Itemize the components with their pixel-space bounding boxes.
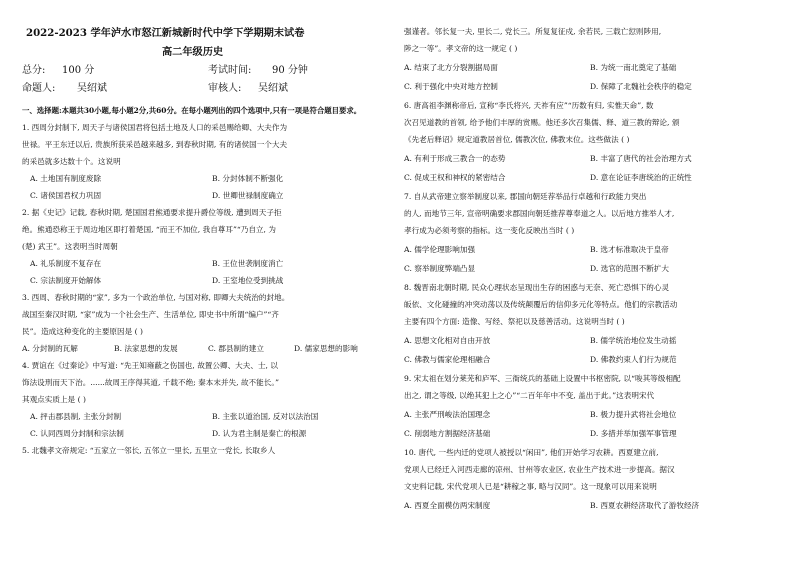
question-9-line-2: 出之, 谓之等级, 以绝其犯上之心”“二百年年中不变, 盖出于此。”这表明宋代	[404, 391, 655, 400]
question-7-line-3: 孝行成为必须考察的指标。这一变化反映出当时 ( )	[404, 226, 575, 235]
question-7-line-2: 的人, 而地节三年, 宣帝明确要求郡国向朝廷推荐尊奉道之人。以后地方推举人才,	[404, 209, 675, 218]
score-label: 总分:	[22, 65, 46, 76]
section-heading: 一、选择题:本题共30小题,每小题2分,共60分。在每小题列出的四个选项中,只有一项是符合题目要求。	[22, 106, 362, 115]
question-8-line-1: 8. 魏晋南北朝时期, 民众心理状态呈现出生存的困惑与无奈、死亡恐惧下的心灵	[404, 283, 670, 292]
q1-option-b: B. 分封体制不断强化	[212, 174, 284, 183]
q8-option-c: C. 佛教与儒家伦理相融合	[404, 355, 491, 364]
author-value: 吴绍斌	[77, 83, 107, 94]
question-4-line-2: 饰法设刑而天下治。......故周王序得其道, 千载不绝; 秦本末并失, 故不能长。”	[22, 378, 280, 387]
exam-title: 2022-2023 学年泸水市怒江新城新时代中学下学期期末试卷	[26, 27, 305, 39]
q4-option-d: D. 认为君主制是秦亡的根源	[212, 429, 307, 438]
q1-option-c: C. 诸侯国君权力巩固	[30, 191, 102, 200]
score-value: 100 分	[62, 65, 95, 76]
time-value: 90 分钟	[272, 65, 308, 76]
q3-option-a: A. 分封制的瓦解	[22, 344, 78, 353]
question-2-line-2: 绝。熊通恐称王于周边地区即打着楚国, “而王不加位, 我自尊耳”“乃自立, 为	[22, 225, 276, 234]
q4-option-c: C. 认同西周分封制和宗法制	[30, 429, 124, 438]
q7-option-b: B. 选才标准取决于皇帝	[590, 245, 669, 254]
q6-option-d: D. 意在论证李唐统治的正统性	[590, 173, 692, 182]
q7-option-a: A. 儒学伦理影响加强	[404, 245, 476, 254]
question-1-line-3: 的采邑就多达数十个。这说明	[22, 157, 121, 166]
time-label: 考试时间:	[208, 65, 252, 76]
q2-option-b: B. 王位世袭制度消亡	[212, 259, 284, 268]
q7-option-d: D. 选官的范围不断扩大	[590, 264, 669, 273]
question-3-line-1: 3. 西周、春秋时期的“家”, 多为一个政治单位, 与国对称, 即卿大夫统治的封地。	[22, 293, 290, 302]
question-7-line-1: 7. 自从武帝建立察举制度以来, 郡国向朝廷荐举品行卓越和行政能力突出	[404, 192, 647, 201]
question-1-line-1: 1. 西周分封制下, 周天子与诸侯国君将包括土地及人口的采邑赐给卿、大夫作为	[22, 123, 288, 132]
q9-option-b: B. 极力提升武将社会地位	[590, 410, 677, 419]
q9-option-c: C. 削弱地方割据经济基础	[404, 429, 491, 438]
question-10-line-3: 文史料记载, 宋代党项人已是“耕稼之事, 略与汉同”。这一现象可以用来说明	[404, 482, 657, 491]
question-2-line-3: (楚) 武王”。这表明当时周朝	[22, 242, 118, 251]
q4-option-b: B. 主张以道治国, 反对以法治国	[212, 412, 319, 421]
question-10-line-2: 党项人已经迁入河西走廊的凉州、甘州等农业区, 农业生产技术进一步提高。据汉	[404, 465, 675, 474]
question-1-line-2: 世禄。平王东迁以后, 贵族所获采邑越来越多, 到春秋时期, 有的诸侯国一个大夫	[22, 140, 288, 149]
q4-option-a: A. 抨击郡县制, 主张分封制	[30, 412, 122, 421]
q9-option-a: A. 主张严刑峻法治国理念	[404, 410, 491, 419]
q10-option-b: B. 西夏农耕经济取代了游牧经济	[590, 501, 700, 510]
question-6-line-1: 6. 唐高祖李渊称帝后, 宣称“李氏将兴, 天祚有应”“历数有归, 实惟天命”, 数	[404, 101, 654, 110]
question-10-line-1: 10. 唐代, 一些内迁的党项人被授以“闲田”, 他们开始学习农耕。西夏建立前,	[404, 448, 659, 457]
q5-option-c: C. 利于强化中央对地方控制	[404, 82, 498, 91]
question-5-line-3: 陟之一等”。孝文帝的这一规定 ( )	[404, 44, 518, 53]
q8-option-b: B. 儒学统治地位发生动摇	[590, 336, 677, 345]
q1-option-d: D. 世卿世禄制度确立	[212, 191, 284, 200]
q2-option-d: D. 王室地位受到挑战	[212, 276, 284, 285]
question-8-line-3: 主要有四个方面: 造像、写经、祭祀以及慈善活动。这说明当时 ( )	[404, 317, 625, 326]
q3-option-d: D. 儒家思想的影响	[294, 344, 358, 353]
exam-subtitle: 高二年级历史	[162, 46, 224, 58]
q7-option-c: C. 察举制度弊端凸显	[404, 264, 476, 273]
q9-option-d: D. 多措并举加强军事管理	[590, 429, 677, 438]
q3-option-b: B. 法家思想的发展	[114, 344, 178, 353]
q6-option-c: C. 促成王权和神权的紧密结合	[404, 173, 506, 182]
question-3-line-3: 民”。造成这种变化的主要原因是 ( )	[22, 327, 143, 336]
question-4-line-3: 其观点实质上是 ( )	[22, 395, 86, 404]
q5-option-b: B. 为统一南北奠定了基础	[590, 63, 677, 72]
q5-option-a: A. 结束了北方分裂割据局面	[404, 63, 498, 72]
q6-option-a: A. 有利于形成三教合一的态势	[404, 154, 506, 163]
question-6-line-3: 《先老后释诏》规定道教居首位, 儒教次位, 佛教末位。这些做法 ( )	[404, 135, 630, 144]
question-2-line-1: 2. 据《史记》记载, 春秋时期, 楚国国君熊通要求提升爵位等级, 遭到周天子拒	[22, 208, 282, 217]
question-4-line-1: 4. 贾谊在《过秦论》中写道: “先王知雍蔽之伤国也, 故置公卿、大夫、士, 以	[22, 361, 278, 370]
q1-option-a: A. 土地国有制度废除	[30, 174, 102, 183]
reviewer-value: 吴绍斌	[258, 83, 288, 94]
q8-option-d: D. 佛教约束人们行为规范	[590, 355, 677, 364]
q2-option-c: C. 宗法制度开始解体	[30, 276, 102, 285]
question-9-line-1: 9. 宋太祖在划分莱芜和庐军、三衙统兵的基础上设置中书枢密院, 以“唆其等级相配	[404, 374, 681, 383]
q5-option-d: D. 保障了北魏社会秩序的稳定	[590, 82, 692, 91]
question-3-line-2: 战国至秦汉时期, “家”成为一个社会生产、生活单位, 即史书中所谓“编户”“齐	[22, 310, 279, 319]
question-6-line-2: 次召见道教的首领, 给予他们丰厚的赏赐。他还多次召集儒、释、道三教的辩论, 颁	[404, 118, 680, 127]
question-5-line-2: 强谨者。邻长复一夫, 里长二, 党长三。所复复征戍, 余若民, 三载亡愆则陟用,	[404, 27, 662, 36]
q2-option-a: A. 礼乐制度不复存在	[30, 259, 102, 268]
q8-option-a: A. 思想文化相对自由开放	[404, 336, 491, 345]
reviewer-label: 审核人:	[208, 83, 242, 94]
question-8-line-2: 皈依、文化碰撞的冲突动荡以及传统颠覆后的信仰多元化等特点。他们的宗教活动	[404, 300, 678, 309]
q10-option-a: A. 西夏全面模仿两宋制度	[404, 501, 491, 510]
author-label: 命题人:	[22, 83, 56, 94]
q6-option-b: B. 丰富了唐代的社会治理方式	[590, 154, 692, 163]
q3-option-c: C. 郡县制的建立	[208, 344, 264, 353]
question-5-line-1: 5. 北魏孝文帝规定: “五家立一邻长, 五邻立一里长, 五里立一党长, 长取乡人	[22, 446, 276, 455]
